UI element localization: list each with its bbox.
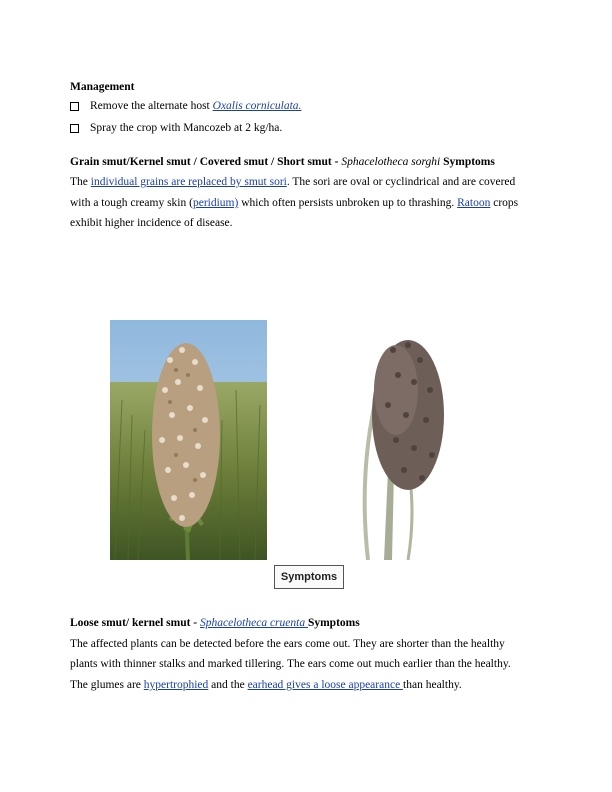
text: The <box>70 176 91 188</box>
management-heading: Management <box>70 81 135 93</box>
loose-smut-line-2: plants with thinner stalks and marked tillering. The ears come out much earlier than the healthy. <box>70 658 511 670</box>
grain-smut-symptoms-label: Symptoms <box>440 156 495 168</box>
sphacelotheca-cruenta-link[interactable]: Sphacelotheca cruenta <box>200 617 308 629</box>
grain-smut-species: Sphacelotheca sorghi <box>341 156 441 168</box>
grain-smut-line-3: exhibit higher incidence of disease. <box>70 217 233 229</box>
text: and the <box>208 679 248 691</box>
figure-caption: Symptoms <box>274 565 344 589</box>
text: than healthy. <box>403 679 462 691</box>
bullet-1-text: Remove the alternate host <box>90 100 213 112</box>
loose-smut-line-1: The affected plants can be detected before the ears come out. They are shorter than the healthy <box>70 638 505 650</box>
dried-sorghum-head-photo <box>348 320 448 560</box>
grain-smut-title: Grain smut/Kernel smut / Covered smut / Short smut - <box>70 156 342 168</box>
loose-smut-title: Loose smut/ kernel smut - <box>70 617 201 629</box>
grain-smut-heading <box>70 155 495 169</box>
hypertrophied-link[interactable]: hypertrophied <box>143 679 209 691</box>
loose-smut-heading <box>70 616 360 630</box>
text: crops <box>490 197 519 209</box>
bullet-square-icon <box>70 102 79 111</box>
text: with a tough creamy skin ( <box>70 197 193 209</box>
management-bullet-2: Spray the crop with Mancozeb at 2 kg/ha. <box>90 122 283 134</box>
peridium-link[interactable]: peridium) <box>192 197 239 209</box>
management-bullet-1 <box>90 99 301 113</box>
text: . The sori are oval or cyclindrical and are covered <box>286 176 516 188</box>
text: which often persists unbroken up to thrashing. <box>238 197 458 209</box>
smut-sori-link[interactable]: individual grains are replaced by smut sori <box>90 176 287 188</box>
bullet-square-icon <box>70 124 79 133</box>
ratoon-link[interactable]: Ratoon <box>457 197 491 209</box>
grain-smut-line-2 <box>70 196 518 210</box>
text: The glumes are <box>70 679 144 691</box>
oxalis-link[interactable]: Oxalis corniculata. <box>212 100 302 112</box>
loose-smut-symptoms-label: Symptoms <box>307 617 360 629</box>
grain-smut-line-1 <box>70 175 515 189</box>
earhead-link[interactable]: earhead gives a loose appearance <box>247 679 404 691</box>
loose-smut-line-3 <box>70 678 462 692</box>
sorghum-field-photo <box>110 320 267 560</box>
